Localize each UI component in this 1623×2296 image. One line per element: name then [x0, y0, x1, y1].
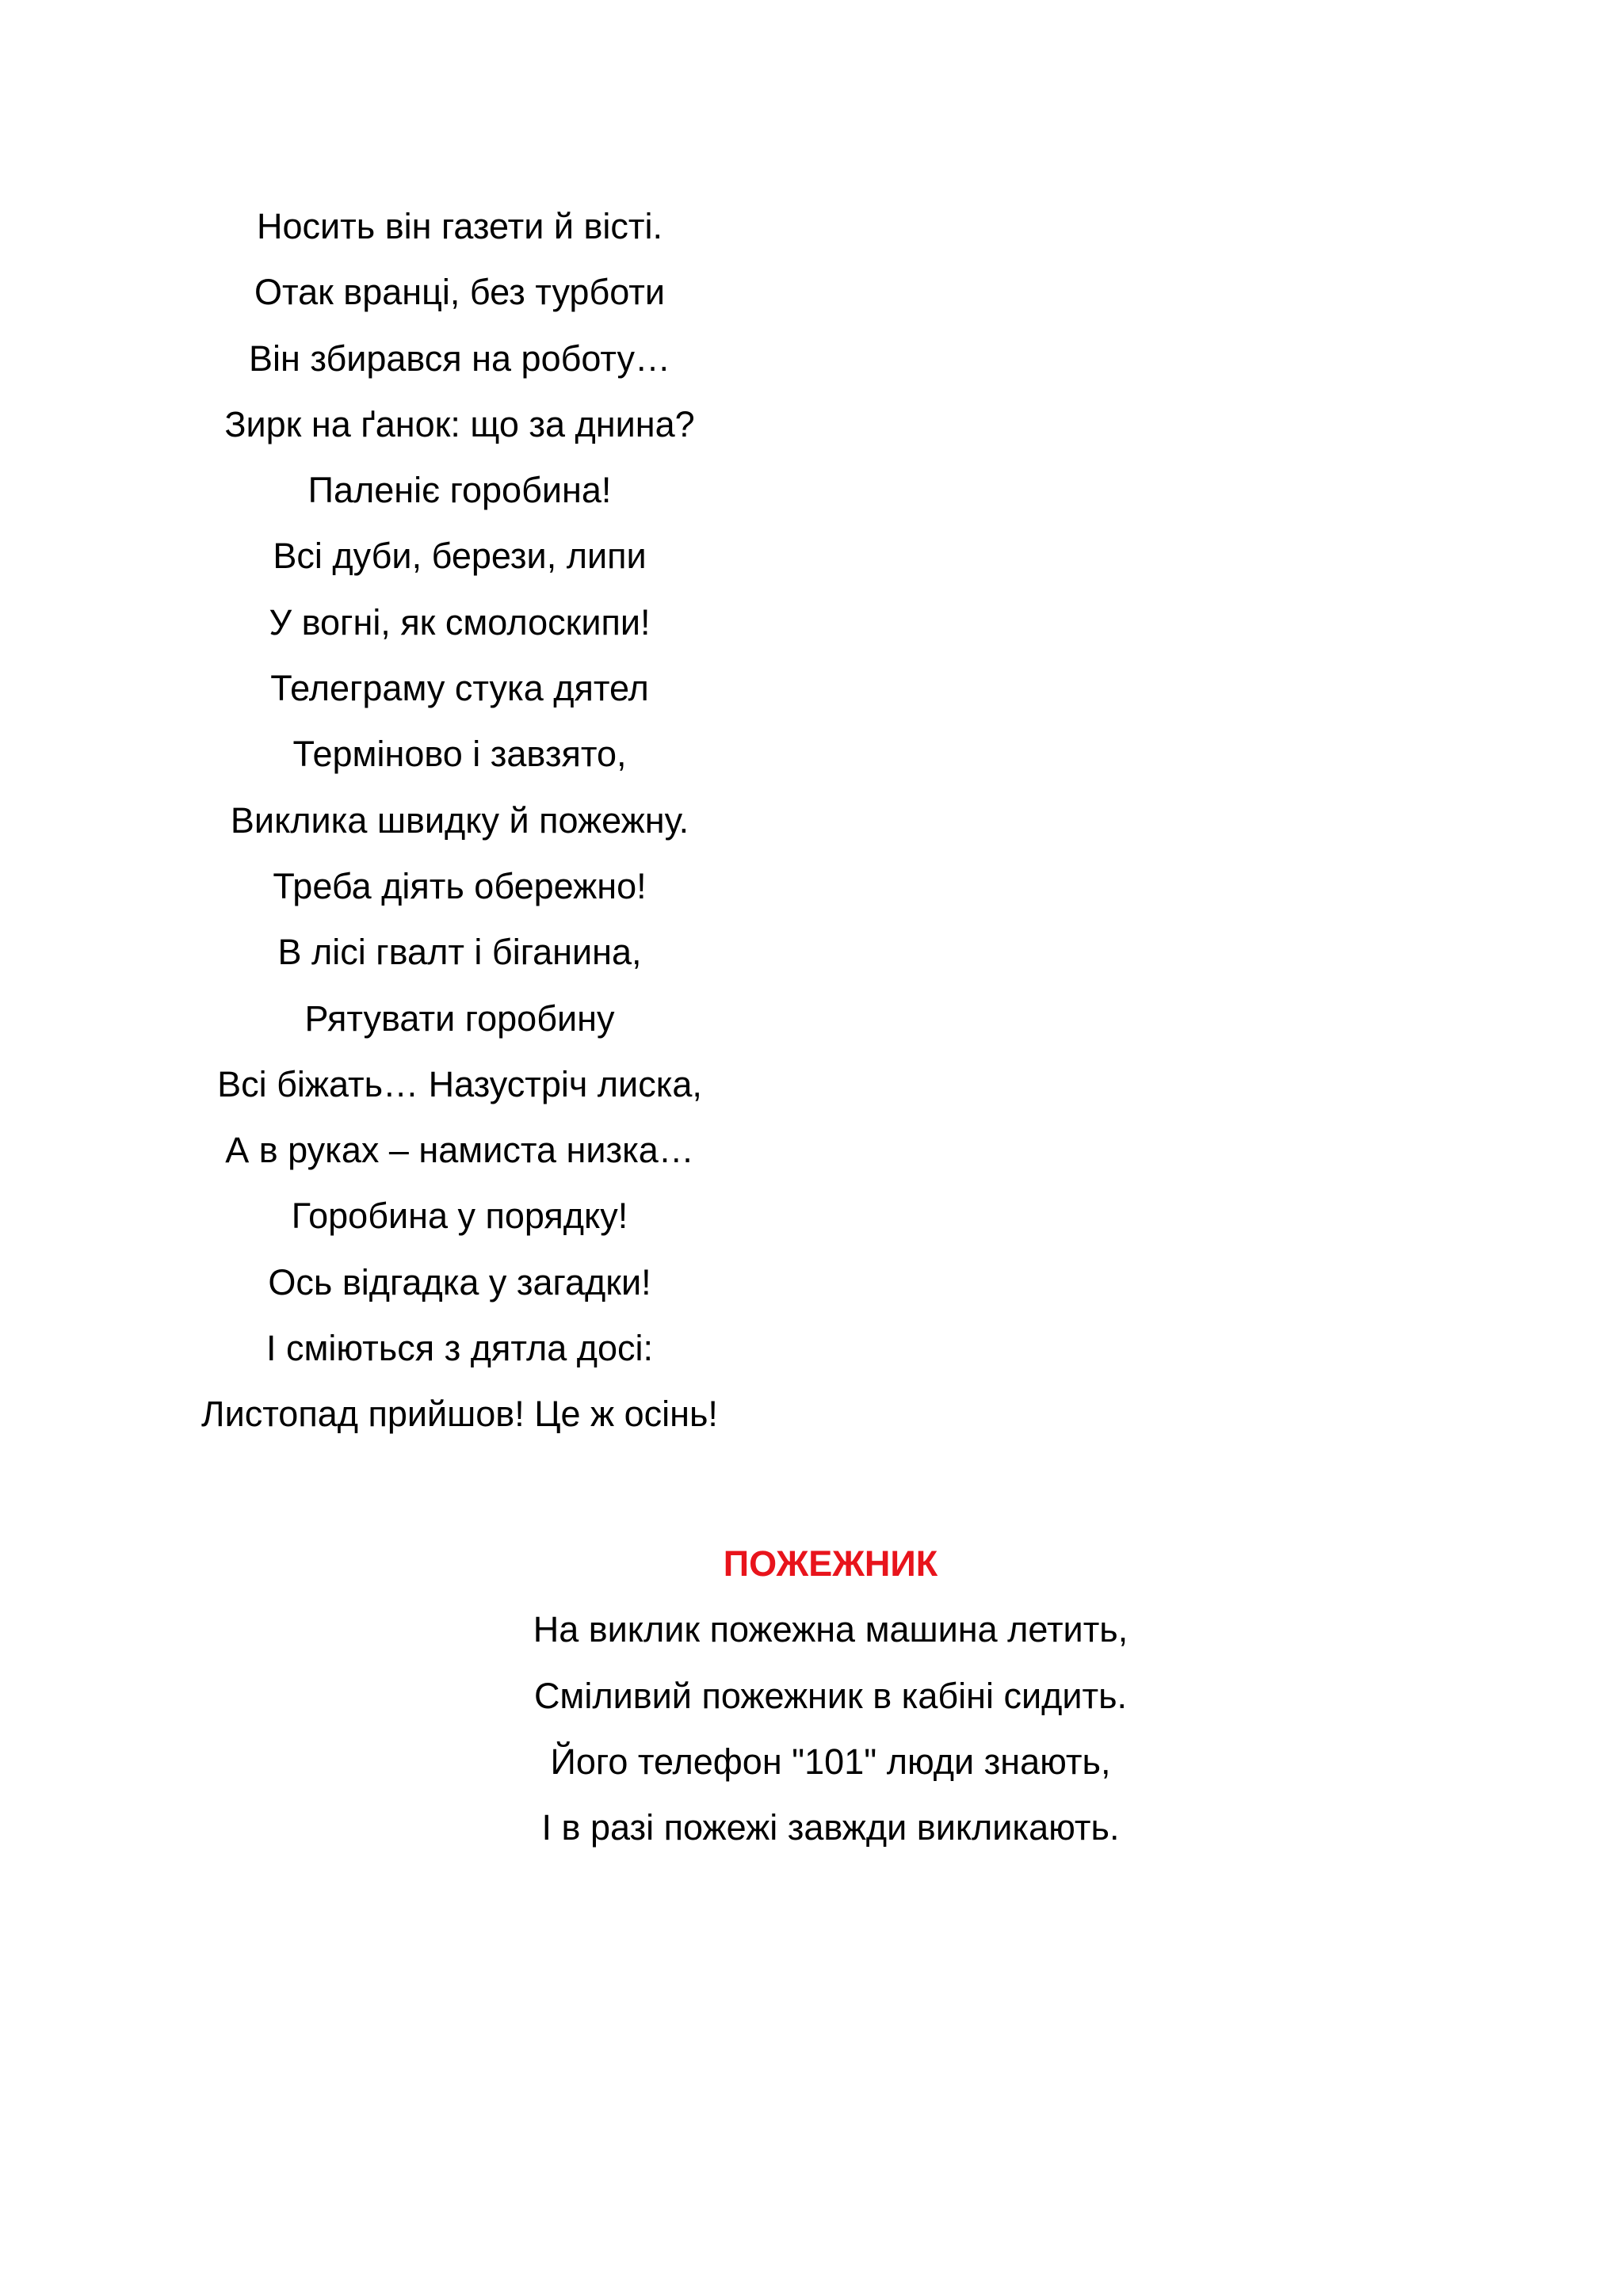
poem-line: Листопад прийшов! Це ж осінь! [201, 1394, 718, 1435]
poem-line: Телеграму стука дятел [270, 668, 649, 709]
poem-line: Отак вранці, без турботи [254, 272, 666, 313]
poem-line: Всі біжать… Назустріч лиска, [217, 1063, 702, 1104]
poem-line: На виклик пожежна машина летить, [533, 1609, 1128, 1650]
poem-line: У вогні, як смолоскипи! [269, 601, 651, 643]
poem-line: В лісі гвалт і біганина, [277, 932, 642, 973]
poem-line: І в разі пожежі завжди викликають. [541, 1807, 1120, 1848]
poem-line: Рятувати горобину [304, 997, 615, 1039]
poem-line: Всі дуби, берези, липи [273, 536, 647, 577]
poem-line: Терміново і завзято, [292, 734, 627, 775]
poem-line: А в руках – намиста низка… [225, 1130, 694, 1171]
poem-line: Він збирався на роботу… [248, 338, 671, 379]
poem-line: Паленіє горобина! [307, 470, 612, 511]
poem-line: Зирк на ґанок: що за днина? [224, 403, 695, 444]
poem-two-stanza [434, 1531, 1227, 1860]
poem-line: Його телефон "101" люди знають, [550, 1741, 1111, 1782]
poem-line: Горобина у порядку! [291, 1196, 628, 1237]
poem-title: ПОЖЕЖНИК [723, 1543, 938, 1584]
poem-line: Ось відгадка у загадки! [268, 1261, 651, 1302]
poem-line: Треба діять обережно! [273, 865, 647, 906]
poem-line: Виклика швидку й пожежну. [230, 799, 689, 841]
poem-one-stanza [0, 193, 919, 1447]
poem-line: Сміливий пожежник в кабіні сидить. [533, 1675, 1128, 1716]
poem-line: Носить він газети й вісті. [257, 206, 663, 246]
poem-line: І сміються з дятла досі: [265, 1328, 654, 1369]
